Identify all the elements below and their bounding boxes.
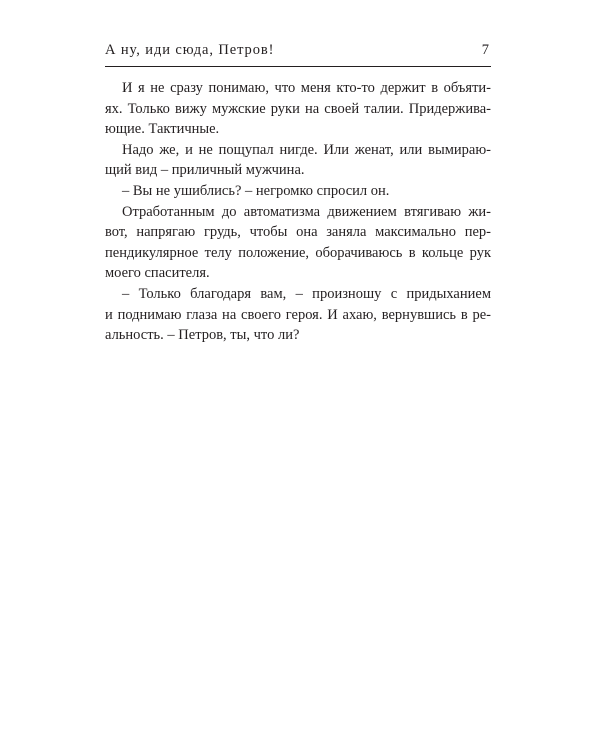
text-line: ях. Только вижу мужские руки на своей талии. Придержива- [105, 100, 491, 117]
text-line: моего спасителя. [105, 265, 210, 282]
text-line: альность. – Петров, ты, что ли? [105, 327, 300, 344]
text-line: ющие. Тактичные. [105, 121, 220, 138]
text-line: И я не сразу понимаю, что меня кто-то держит в объяти- [122, 80, 491, 96]
text-line: – Вы не ушиблись? – негромко спросил он. [122, 182, 390, 199]
text-line: вот, напрягаю грудь, чтобы она заняла максимально пер- [105, 224, 491, 241]
running-title: А ну, иди сюда, Петров! [105, 42, 275, 58]
text-line: Надо же, и не пощупал нигде. Или женат, или вымираю- [122, 141, 491, 158]
text-line: – Только благодаря вам, – произношу с придыханием [122, 285, 491, 302]
text-line: щий вид – приличный мужчина. [105, 162, 305, 179]
header-rule [105, 66, 491, 67]
body-text [105, 78, 491, 346]
running-head [105, 42, 491, 64]
text-line: пендикулярное телу положение, оборачиваюсь в кольце рук [105, 244, 491, 261]
text-line: и поднимаю глаза на своего героя. И ахаю, вернувшись в ре- [105, 306, 491, 323]
text-line: Отработанным до автоматизма движением втягиваю жи- [122, 203, 491, 220]
page-number: 7 [481, 42, 489, 58]
